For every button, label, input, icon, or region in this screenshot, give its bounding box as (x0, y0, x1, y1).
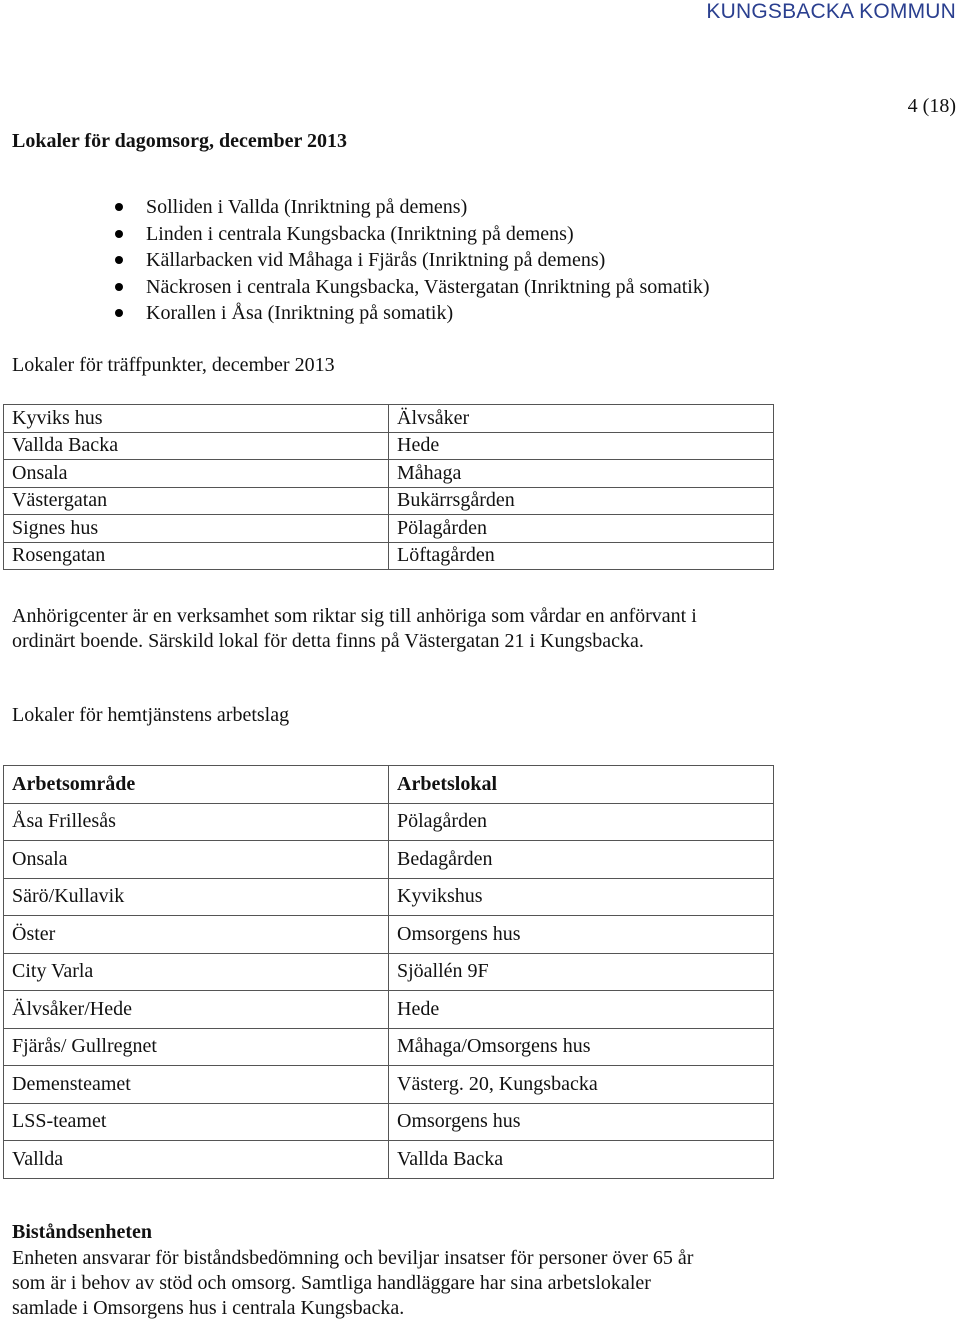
table-cell: Hede (389, 991, 774, 1029)
table-cell: Vallda Backa (4, 432, 389, 460)
table-cell: Löftagården (389, 542, 774, 570)
list-item: Solliden i Vallda (Inriktning på demens) (110, 194, 710, 221)
table-row (4, 803, 774, 841)
table-cell: Måhaga (389, 460, 774, 488)
table-row (4, 841, 774, 879)
table-cell: Onsala (4, 841, 389, 879)
table-row (4, 916, 774, 954)
table-cell: Vallda (4, 1141, 389, 1179)
table-cell: City Varla (4, 953, 389, 991)
list-item: Korallen i Åsa (Inriktning på somatik) (110, 300, 710, 327)
dagomsorg-title: Lokaler för dagomsorg, december 2013 (12, 130, 347, 152)
hemtjanst-table (3, 765, 774, 1179)
anhorigcenter-paragraph (12, 604, 697, 654)
table-cell: Särö/Kullavik (4, 878, 389, 916)
table-row (4, 432, 774, 460)
table-cell: Åsa Frillesås (4, 803, 389, 841)
list-item: Linden i centrala Kungsbacka (Inriktning på demens) (110, 221, 710, 248)
table-cell: Fjärås/ Gullregnet (4, 1028, 389, 1066)
page-number: 4 (18) (907, 95, 956, 117)
traffpunkter-table (3, 404, 774, 570)
list-item: Källarbacken vid Måhaga i Fjärås (Inriktning på demens) (110, 247, 710, 274)
table-cell: Pölagården (389, 803, 774, 841)
dagomsorg-list (110, 194, 710, 327)
table-cell: Älvsåker/Hede (4, 991, 389, 1029)
table-row (4, 1103, 774, 1141)
column-header: Arbetsområde (4, 766, 389, 804)
table-cell: Hede (389, 432, 774, 460)
hemtjanst-title: Lokaler för hemtjänstens arbetslag (12, 704, 290, 726)
table-row (4, 1028, 774, 1066)
table-cell: Västerg. 20, Kungsbacka (389, 1066, 774, 1104)
table-cell: Signes hus (4, 515, 389, 543)
table-row (4, 515, 774, 543)
table-cell: Rosengatan (4, 542, 389, 570)
table-cell: Öster (4, 916, 389, 954)
table-row (4, 878, 774, 916)
table-row (4, 460, 774, 488)
list-item: Näckrosen i centrala Kungsbacka, Västergatan (Inriktning på somatik) (110, 274, 710, 301)
paragraph-line: ordinärt boende. Särskild lokal för detta finns på Västergatan 21 i Kungsbacka. (12, 630, 644, 652)
table-cell: Onsala (4, 460, 389, 488)
table-cell: Bedagården (389, 841, 774, 879)
column-header: Arbetslokal (389, 766, 774, 804)
table-cell: Kyviks hus (4, 405, 389, 433)
table-cell: Bukärrsgården (389, 487, 774, 515)
table-cell: Vallda Backa (389, 1141, 774, 1179)
table-header-row (4, 766, 774, 804)
traffpunkter-title: Lokaler för träffpunkter, december 2013 (12, 354, 335, 376)
paragraph-line: som är i behov av stöd och omsorg. Samtliga handläggare har sina arbetslokaler (12, 1272, 651, 1294)
table-cell: Demensteamet (4, 1066, 389, 1104)
table-row (4, 405, 774, 433)
table-cell: Pölagården (389, 515, 774, 543)
table-row (4, 487, 774, 515)
bistand-title: Biståndsenheten (12, 1221, 153, 1243)
table-cell: Sjöallén 9F (389, 953, 774, 991)
table-cell: Älvsåker (389, 405, 774, 433)
table-row (4, 991, 774, 1029)
table-cell: Västergatan (4, 487, 389, 515)
paragraph-line: Anhörigcenter är en verksamhet som riktar sig till anhöriga som vårdar en anförvant i (12, 605, 697, 627)
table-cell: Måhaga/Omsorgens hus (389, 1028, 774, 1066)
table-row (4, 542, 774, 570)
table-cell: LSS-teamet (4, 1103, 389, 1141)
paragraph-line: samlade i Omsorgens hus i centrala Kungsbacka. (12, 1297, 405, 1319)
table-cell: Kyvikshus (389, 878, 774, 916)
table-cell: Omsorgens hus (389, 1103, 774, 1141)
table-cell: Omsorgens hus (389, 916, 774, 954)
table-row (4, 953, 774, 991)
table-row (4, 1141, 774, 1179)
bistand-paragraph (12, 1246, 693, 1321)
paragraph-line: Enheten ansvarar för biståndsbedömning och beviljar insatser för personer över 65 år (12, 1247, 694, 1269)
organization-header: KUNGSBACKA KOMMUN (706, 0, 956, 23)
table-row (4, 1066, 774, 1104)
